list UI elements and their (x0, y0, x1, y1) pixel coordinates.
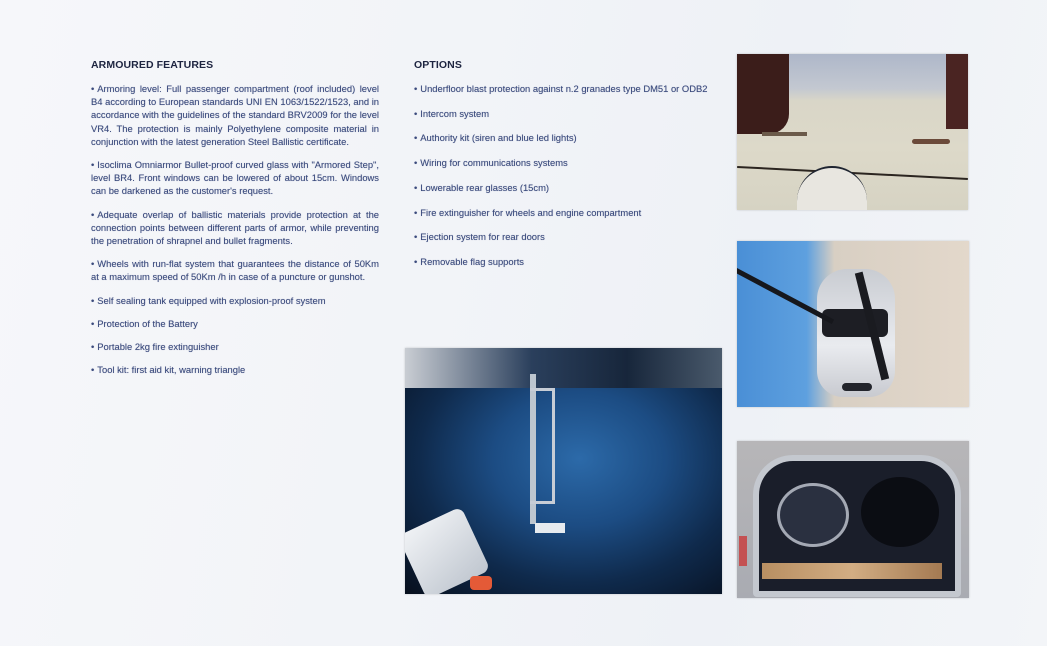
bullet-icon: • (414, 231, 418, 243)
armoured-features-heading: ARMOURED FEATURES (91, 59, 214, 71)
feature-item: • Self sealing tank equipped with explosion-proof system (91, 294, 326, 306)
option-item: • Fire extinguisher for wheels and engine compartment (414, 206, 642, 218)
option-item: • Underfloor blast protection against n.2 granades type DM51 or ODB2 (414, 83, 708, 94)
bullet-icon: • (414, 255, 418, 267)
bullet-icon: • (414, 83, 418, 94)
bullet-icon: • (91, 83, 95, 94)
photo-hood-flag-support (405, 348, 722, 594)
option-item: • Wiring for communications systems (414, 157, 568, 169)
bullet-icon: • (414, 157, 418, 169)
bullet-icon: • (91, 317, 95, 329)
options-section (414, 58, 711, 280)
options-heading: OPTIONS (414, 59, 462, 71)
bullet-icon: • (91, 364, 95, 376)
option-item: • Lowerable rear glasses (15cm) (414, 181, 549, 193)
feature-item: • Tool kit: first aid kit, warning triangle (91, 364, 246, 376)
bullet-icon: • (414, 206, 418, 218)
bullet-icon: • (414, 181, 418, 193)
option-item: • Authority kit (siren and blue led lights) (414, 132, 577, 144)
bullet-icon: • (91, 258, 95, 270)
feature-item: • Portable 2kg fire extinguisher (91, 341, 219, 353)
bullet-icon: • (414, 107, 418, 119)
bullet-icon: • (91, 208, 95, 220)
armoured-features-section (91, 58, 379, 386)
bullet-icon: • (91, 341, 95, 353)
feature-item: • Wheels with run-flat system that guarantees the distance of 50Km at a maximum speed of 50Km /h in case of a puncture or gunshot. (91, 258, 379, 283)
bullet-icon: • (414, 132, 418, 144)
bullet-icon: • (91, 159, 95, 171)
option-item: • Removable flag supports (414, 255, 524, 267)
photo-intercom-console (737, 441, 969, 598)
feature-item: • Adequate overlap of ballistic materials provide protection at the connection points between different parts of armor, while preventing the penetration of shrapnel and bullet fragments. (91, 208, 379, 247)
photo-underfloor-blast-protection (737, 54, 968, 210)
photo-suspended-armored-car (737, 241, 969, 407)
feature-item: • Protection of the Battery (91, 317, 198, 329)
bullet-icon: • (91, 294, 95, 306)
option-item: • Ejection system for rear doors (414, 231, 545, 243)
feature-item: • Armoring level: Full passenger compartment (roof included) level B4 according to European standards UNI EN 1063/1522/1523, and in accordance with the guidelines of the standard BRV2009 for the level VR4. The protection is mainly Polyethylene composite material in conjunction with the latest generation Steel Ballistic certificate. (91, 83, 379, 147)
option-item: • Intercom system (414, 107, 490, 119)
feature-item: • Isoclima Omniarmor Bullet-proof curved glass with "Armored Step", level BR4. Front windows can be lowered of about 15cm. Windows can be darkened as the customer's request. (91, 159, 379, 197)
